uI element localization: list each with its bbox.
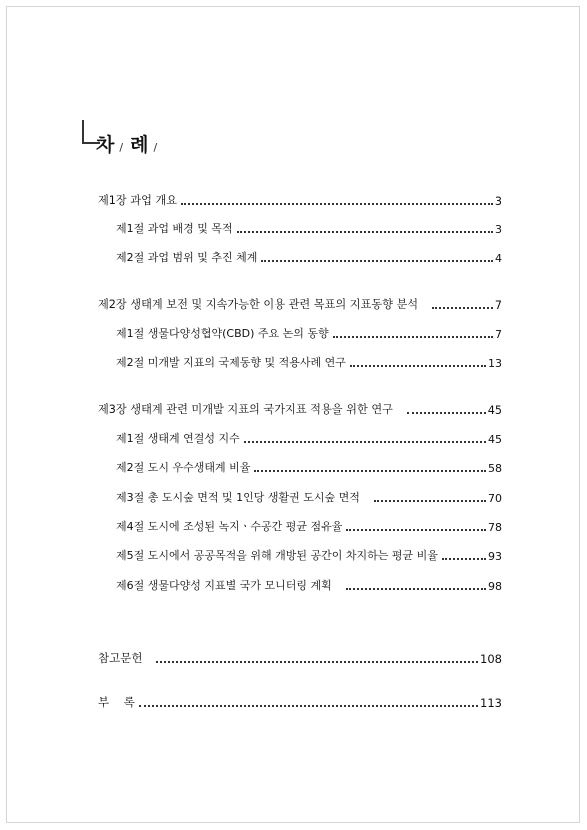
page-number: 45 bbox=[488, 433, 502, 446]
page-number: 58 bbox=[488, 462, 502, 475]
toc-title bbox=[96, 130, 164, 157]
toc-title-slash-2: / bbox=[153, 141, 159, 154]
toc-section-3-6[interactable] bbox=[116, 577, 502, 593]
toc-section-2-1[interactable] bbox=[116, 325, 502, 341]
appendix-title: 부 록 bbox=[98, 695, 135, 709]
section-title: 제2절 과업 범위 및 추진 체계 bbox=[116, 251, 258, 264]
toc-section-3-5[interactable] bbox=[116, 547, 502, 563]
toc-appendix[interactable] bbox=[98, 694, 502, 710]
dot-leader bbox=[350, 365, 486, 367]
dot-leader bbox=[181, 203, 493, 205]
page-number: 3 bbox=[495, 223, 502, 236]
page-number: 7 bbox=[494, 299, 502, 312]
page-number: 4 bbox=[495, 252, 502, 265]
toc-section-3-4[interactable] bbox=[116, 518, 502, 534]
dot-leader bbox=[346, 529, 486, 531]
page-number: 7 bbox=[495, 328, 502, 341]
dot-leader bbox=[254, 470, 486, 472]
dot-leader bbox=[139, 705, 478, 707]
section-title: 제1절 생물다양성협약(CBD) 주요 논의 동향 bbox=[116, 327, 329, 340]
toc-title-first: 차 bbox=[96, 134, 116, 156]
toc-chapter-1[interactable] bbox=[98, 192, 502, 208]
toc-chapter-3[interactable] bbox=[98, 401, 502, 417]
toc-section-1-2[interactable] bbox=[116, 249, 502, 265]
toc-section-3-2[interactable] bbox=[116, 459, 502, 475]
chapter-title: 제3장 생태계 관련 미개발 지표의 국가지표 적용을 위한 연구 bbox=[98, 403, 393, 416]
dot-leader bbox=[346, 588, 486, 590]
page-number: 93 bbox=[488, 550, 502, 563]
toc-chapter-2[interactable] bbox=[98, 296, 502, 312]
dot-leader bbox=[442, 558, 486, 560]
dot-leader bbox=[407, 412, 486, 414]
toc-title-slash-1: / bbox=[119, 141, 125, 154]
chapter-title: 제1장 과업 개요 bbox=[98, 194, 178, 207]
page-number: 70 bbox=[488, 492, 502, 505]
page-number: 98 bbox=[488, 580, 502, 593]
dot-leader bbox=[156, 661, 478, 663]
toc-references[interactable] bbox=[98, 650, 502, 666]
page-number: 78 bbox=[488, 521, 502, 534]
page-number: 13 bbox=[488, 357, 502, 370]
toc-section-3-1[interactable] bbox=[116, 430, 502, 446]
toc-section-3-3[interactable] bbox=[116, 489, 502, 505]
page-number: 3 bbox=[494, 195, 502, 208]
toc-section-1-1[interactable] bbox=[116, 220, 502, 236]
chapter-title: 제2장 생태계 보전 및 지속가능한 이용 관련 목표의 지표동향 분석 bbox=[98, 298, 419, 311]
toc-heading bbox=[82, 120, 282, 160]
page-number: 45 bbox=[487, 404, 502, 417]
section-title: 제3절 총 도시숲 면적 및 1인당 생활권 도시숲 면적 bbox=[116, 491, 360, 504]
page-number: 113 bbox=[480, 696, 502, 710]
section-title: 제4절 도시에 조성된 녹지ㆍ수공간 평균 점유율 bbox=[116, 520, 343, 533]
dot-leader bbox=[333, 336, 493, 338]
dot-leader bbox=[432, 307, 493, 309]
section-title: 제6절 생물다양성 지표별 국가 모니터링 계획 bbox=[116, 579, 332, 592]
dot-leader bbox=[261, 260, 493, 262]
dot-leader bbox=[237, 231, 493, 233]
section-title: 제2절 도시 우수생태계 비율 bbox=[116, 461, 251, 474]
dot-leader bbox=[374, 500, 486, 502]
toc-section-2-2[interactable] bbox=[116, 354, 502, 370]
dot-leader bbox=[244, 441, 486, 443]
section-title: 제2절 미개발 지표의 국제동향 및 적용사례 연구 bbox=[116, 356, 346, 369]
references-title: 참고문헌 bbox=[98, 651, 143, 665]
section-title: 제5절 도시에서 공공목적을 위해 개방된 공간이 차지하는 평균 비율 bbox=[116, 549, 438, 562]
page-number: 108 bbox=[480, 652, 502, 666]
section-title: 제1절 생태계 연결성 지수 bbox=[116, 432, 240, 445]
toc-title-second: 례 bbox=[130, 134, 150, 156]
section-title: 제1절 과업 배경 및 목적 bbox=[116, 222, 233, 235]
